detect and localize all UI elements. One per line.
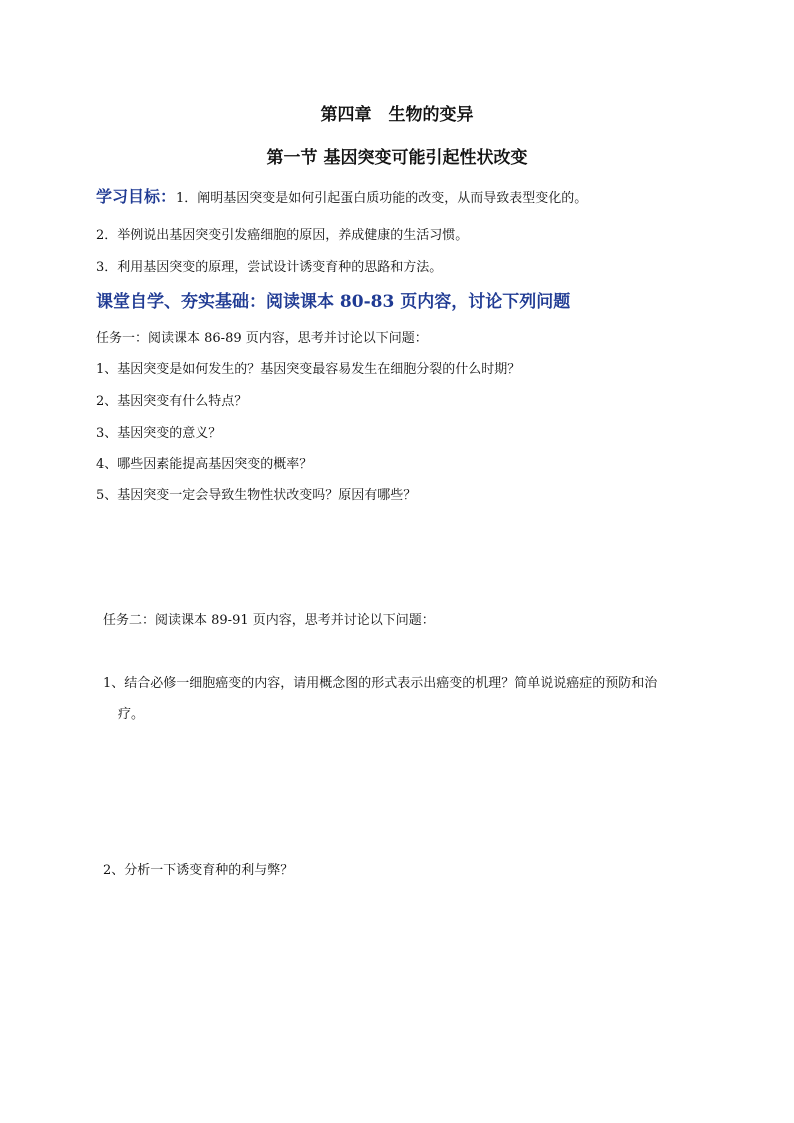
objective-item-3: 3．利用基因突变的原理，尝试设计诱变育种的思路和方法。	[96, 260, 443, 275]
task1-question-4: 4、哪些因素能提高基因突变的概率？	[96, 457, 313, 472]
objective-item-1: 1．阐明基因突变是如何引起蛋白质功能的改变，从而导致表型变化的。	[176, 191, 588, 206]
task2-question-1-line-2: 疗。	[118, 707, 145, 722]
objectives-label: 学习目标：	[96, 187, 177, 206]
task2-question-2: 2、分析一下诱变育种的利与弊？	[103, 863, 294, 878]
task1-question-5: 5、基因突变一定会导致生物性状改变吗？原因有哪些？	[96, 488, 417, 503]
task1-question-1: 1、基因突变是如何发生的？基因突变最容易发生在细胞分裂的什么时期？	[96, 362, 521, 377]
task1-question-3: 3、基因突变的意义？	[96, 426, 222, 441]
task1-title: 任务一：阅读课本 86-89 页内容，思考并讨论以下问题：	[96, 331, 428, 346]
self-study-heading: 课堂自学、夯实基础：阅读课本 80-83 页内容，讨论下列问题	[96, 292, 571, 312]
task2-question-1-line-1: 1、结合必修一细胞癌变的内容，请用概念图的形式表示出癌变的机理？简单说说癌症的预防和治	[103, 676, 658, 691]
task2-title: 任务二：阅读课本 89-91 页内容，思考并讨论以下问题：	[103, 613, 435, 628]
objective-item-2: 2．举例说出基因突变引发癌细胞的原因，养成健康的生活习惯。	[96, 228, 469, 243]
chapter-title: 第四章 生物的变异	[320, 105, 474, 125]
task1-question-2: 2、基因突变有什么特点？	[96, 394, 248, 409]
section-title: 第一节 基因突变可能引起性状改变	[266, 148, 528, 168]
objectives-line-1	[96, 188, 587, 208]
